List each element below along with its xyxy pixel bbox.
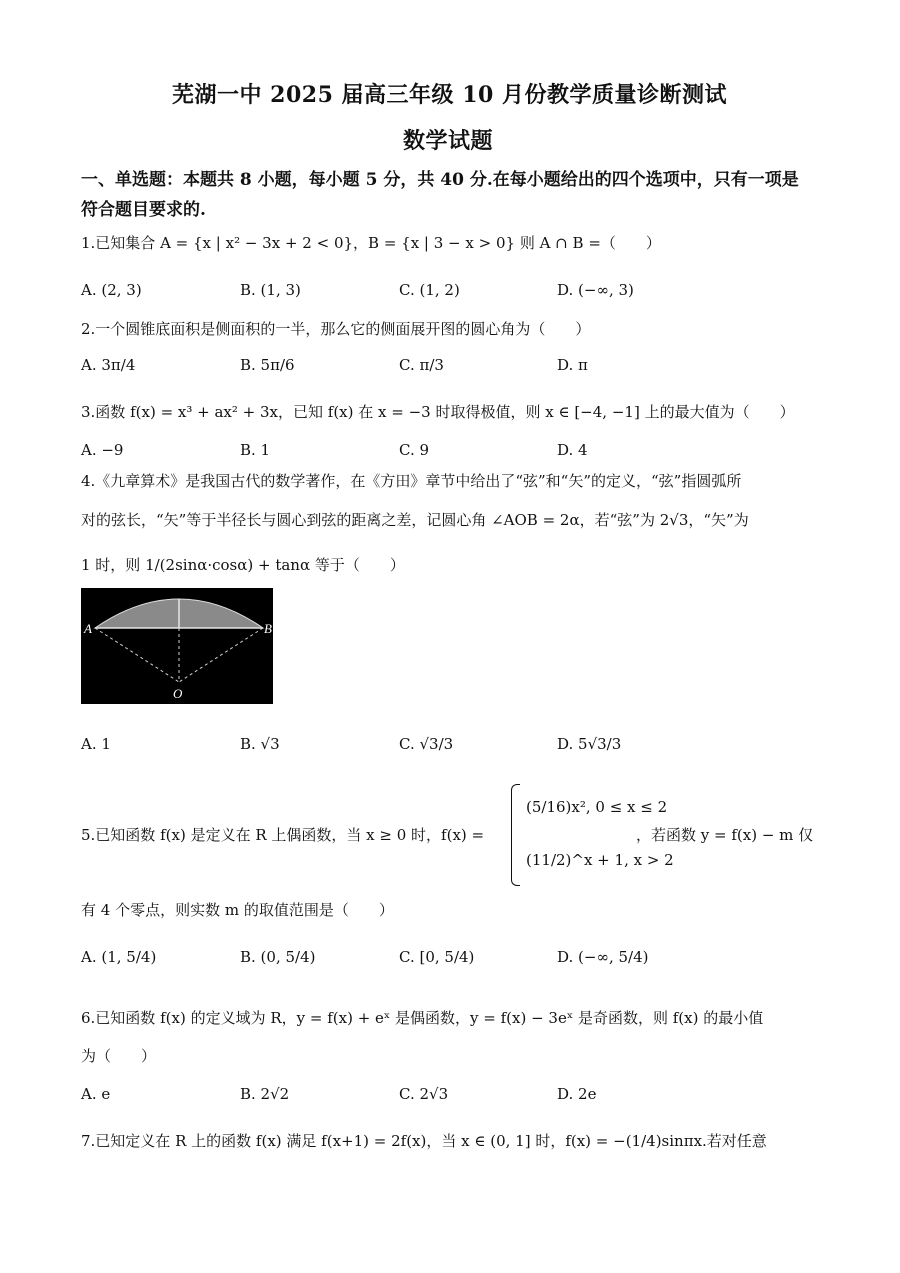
question-2-option-d: D. π [557, 356, 588, 374]
question-5-line1-a: 5.已知函数 f(x) 是定义在 R 上偶函数，当 x ≥ 0 时，f(x) = [81, 826, 485, 844]
question-2-stem: 2.一个圆锥底面积是侧面积的一半，那么它的侧面展开图的圆心角为（ ） [81, 320, 591, 338]
question-3-option-d: D. 4 [557, 441, 588, 459]
piecewise-brace [511, 784, 520, 886]
label-o: O [173, 686, 183, 701]
section-heading-line1: 一、单选题：本题共 8 小题，每小题 5 分，共 40 分.在每小题给出的四个选项中，只有一项是 [81, 170, 799, 190]
question-6-option-d: D. 2e [557, 1085, 597, 1103]
question-6-line2: 为（ ） [81, 1047, 157, 1065]
piecewise-case-2: (11/2)^x + 1, x > 2 [526, 851, 674, 869]
question-3-option-c: C. 9 [399, 441, 430, 459]
page-title: 芜湖一中 2025 届高三年级 10 月份教学质量诊断测试 [172, 82, 727, 108]
question-1-option-b: B. (1, 3) [240, 281, 301, 299]
radius-oa [95, 628, 179, 682]
question-1-option-c: C. (1, 2) [399, 281, 460, 299]
question-4-option-c: C. √3/3 [399, 735, 454, 753]
question-5-option-c: C. [0, 5/4) [399, 948, 475, 966]
question-1-option-a: A. (2, 3) [81, 281, 142, 299]
question-6-line1: 6.已知函数 f(x) 的定义域为 R，y = f(x) + eˣ 是偶函数，y = f(x) − 3eˣ 是奇函数，则 f(x) 的最小值 [81, 1009, 764, 1027]
question-2-option-c: C. π/3 [399, 356, 444, 374]
question-1-stem: 1.已知集合 A = {x | x² − 3x + 2 < 0}，B = {x | 3 − x > 0} 则 A ∩ B =（ ） [81, 234, 661, 252]
question-7-line1: 7.已知定义在 R 上的函数 f(x) 满足 f(x+1) = 2f(x)，当 x ∈ (0, 1] 时，f(x) = −(1/4)sinπx.若对任意 [81, 1132, 767, 1150]
question-4-line1: 4.《九章算术》是我国古代的数学著作，在《方田》章节中给出了“弦”和“矢”的定义，“弦”指圆弧所 [81, 472, 742, 490]
question-3-stem: 3.函数 f(x) = x³ + ax² + 3x，已知 f(x) 在 x = −3 时取得极值，则 x ∈ [−4, −1] 上的最大值为（ ） [81, 403, 795, 421]
arc-diagram-svg [81, 588, 273, 704]
question-4-line2: 对的弦长，“矢”等于半径长与圆心到弦的距离之差，记圆心角 ∠AOB = 2α，若“弦”为 2√3，“矢”为 [81, 511, 749, 529]
question-5-option-b: B. (0, 5/4) [240, 948, 316, 966]
question-4-line3: 1 时，则 1/(2sinα·cosα) + tanα 等于（ ） [81, 556, 405, 574]
question-6-option-c: C. 2√3 [399, 1085, 449, 1103]
question-5-option-d: D. (−∞, 5/4) [557, 948, 649, 966]
radius-ob [179, 628, 263, 682]
question-6-option-a: A. e [81, 1085, 111, 1103]
page-subtitle: 数学试题 [403, 128, 494, 154]
label-b: B [264, 621, 272, 636]
arc-diagram [81, 588, 273, 704]
question-1-option-d: D. (−∞, 3) [557, 281, 634, 299]
question-4-option-d: D. 5√3/3 [557, 735, 622, 753]
question-2-option-b: B. 5π/6 [240, 356, 295, 374]
question-5-line2: 有 4 个零点，则实数 m 的取值范围是（ ） [81, 901, 394, 919]
label-a: A [84, 621, 92, 636]
question-5-option-a: A. (1, 5/4) [81, 948, 157, 966]
question-6-option-b: B. 2√2 [240, 1085, 290, 1103]
question-3-option-a: A. −9 [81, 441, 124, 459]
section-heading-line2: 符合题目要求的. [81, 200, 206, 220]
question-4-option-a: A. 1 [81, 735, 111, 753]
piecewise-case-1: (5/16)x², 0 ≤ x ≤ 2 [526, 798, 668, 816]
question-2-option-a: A. 3π/4 [81, 356, 136, 374]
question-3-option-b: B. 1 [240, 441, 271, 459]
question-4-option-b: B. √3 [240, 735, 280, 753]
question-5-line1-b: ，若函数 y = f(x) − m 仅 [636, 826, 814, 844]
